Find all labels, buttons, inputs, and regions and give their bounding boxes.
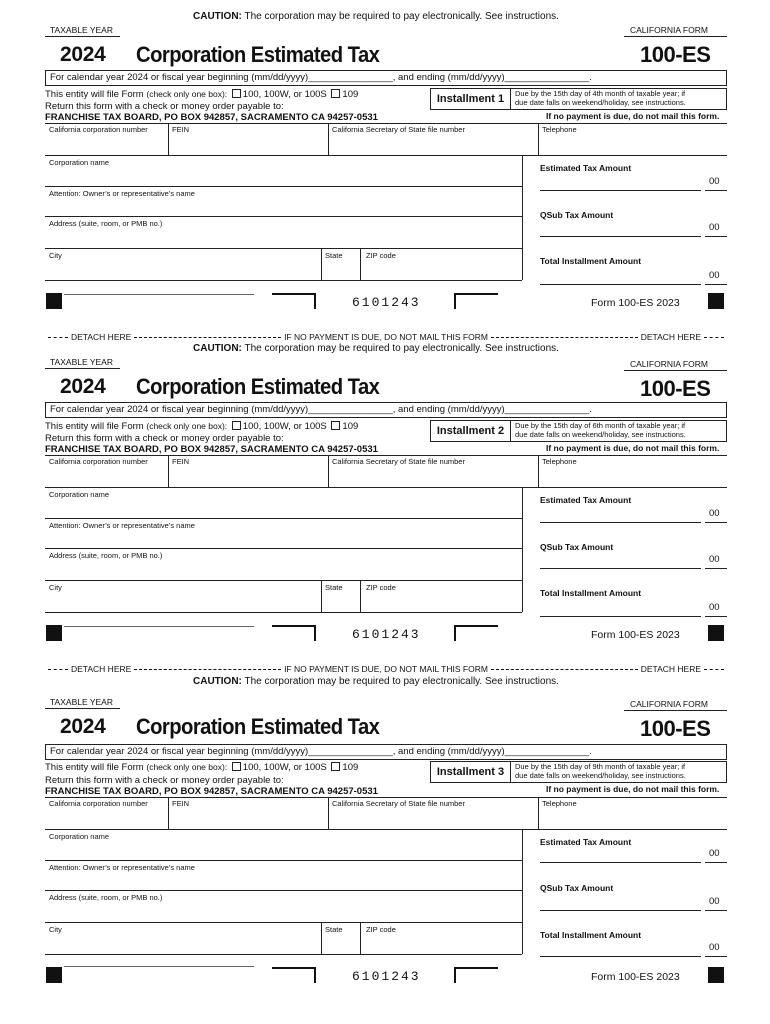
form-title: Corporation Estimated Tax: [136, 714, 380, 739]
ftb-address: FRANCHISE TAX BOARD, PO BOX 942857, SACRAMENTO CA 94257-0531: [45, 444, 378, 455]
checkbox-109[interactable]: [331, 762, 340, 771]
qsub-tax-label: QSub Tax Amount: [540, 883, 614, 893]
due-date-note-2: due date falls on weekend/holiday, see instructions.: [515, 98, 686, 107]
zip-field[interactable]: ZIP code: [366, 251, 396, 260]
fein-field[interactable]: FEIN: [172, 799, 190, 808]
form-barcode-number: 6101243: [352, 627, 421, 642]
due-date-note: Due by the 15th day of 4th month of taxable year; if: [515, 89, 686, 98]
form-barcode-number: 6101243: [352, 969, 421, 984]
qsub-tax-label: QSub Tax Amount: [540, 542, 614, 552]
registration-mark-left: [46, 625, 62, 641]
tax-year: 2024: [60, 715, 106, 738]
installment-label: Installment 1: [430, 88, 511, 110]
sos-file-number-field[interactable]: California Secretary of State file number: [332, 799, 465, 808]
sos-file-number-field[interactable]: California Secretary of State file number: [332, 125, 465, 134]
caution-line-3: CAUTION: The corporation may be required to pay electronically. See instructions.: [193, 676, 559, 687]
scan-bracket-right: [454, 625, 498, 641]
total-installment-amount-line[interactable]: [540, 284, 701, 285]
attention-field[interactable]: Attention: Owner’s or representative’s name: [49, 521, 195, 530]
estimated-tax-amount-line[interactable]: [540, 862, 701, 863]
taxable-year-label: TAXABLE YEAR: [50, 357, 113, 367]
corporation-name-field[interactable]: Corporation name: [49, 832, 110, 841]
return-line: Return this form with a check or money order payable to:: [45, 101, 284, 112]
state-field[interactable]: State: [325, 251, 343, 260]
taxable-year-label: TAXABLE YEAR: [50, 25, 113, 35]
estimated-tax-cents[interactable]: 00: [709, 848, 720, 859]
fein-field[interactable]: FEIN: [172, 457, 190, 466]
scan-bracket-right: [454, 967, 498, 983]
due-date-note-2: due date falls on weekend/holiday, see instructions.: [515, 771, 686, 780]
corporation-name-field[interactable]: Corporation name: [49, 158, 110, 167]
california-form-label: CALIFORNIA FORM: [630, 699, 708, 709]
form-title: Corporation Estimated Tax: [136, 42, 380, 67]
estimated-tax-label: Estimated Tax Amount: [540, 163, 632, 173]
voucher-1: [0, 22, 770, 322]
form-number: 100-ES: [640, 376, 711, 401]
fiscal-year-line[interactable]: For calendar year 2024 or fiscal year beginning (mm/dd/yyyy)________________, and ending (mm/dd/yyyy)________________.: [50, 72, 592, 83]
total-installment-label: Total Installment Amount: [540, 930, 642, 940]
estimated-tax-amount-line[interactable]: [540, 522, 701, 523]
qsub-tax-label: QSub Tax Amount: [540, 210, 614, 220]
address-field[interactable]: Address (suite, room, or PMB no.): [49, 893, 163, 902]
scan-bracket-left: [272, 625, 316, 641]
california-form-label: CALIFORNIA FORM: [630, 359, 708, 369]
form-number: 100-ES: [640, 716, 711, 741]
corporation-name-field[interactable]: Corporation name: [49, 490, 110, 499]
estimated-tax-amount-line[interactable]: [540, 190, 701, 191]
corp-number-field[interactable]: California corporation number: [49, 799, 148, 808]
entity-form-line: This entity will file Form (check only one box): 100, 100W, or 100S 109: [45, 421, 359, 432]
detach-line-2: DETACH HERE IF NO PAYMENT IS DUE, DO NOT MAIL THIS FORM DETACH HERE: [45, 664, 727, 674]
detach-line-1: DETACH HERE IF NO PAYMENT IS DUE, DO NOT MAIL THIS FORM DETACH HERE: [45, 332, 727, 342]
ftb-address: FRANCHISE TAX BOARD, PO BOX 942857, SACRAMENTO CA 94257-0531: [45, 112, 378, 123]
scan-bracket-left: [272, 967, 316, 983]
city-field[interactable]: City: [49, 925, 62, 934]
fiscal-year-line[interactable]: For calendar year 2024 or fiscal year beginning (mm/dd/yyyy)________________, and ending (mm/dd/yyyy)________________.: [50, 404, 592, 415]
total-installment-cents[interactable]: 00: [709, 942, 720, 953]
installment-label: Installment 2: [430, 420, 511, 442]
checkbox-109[interactable]: [331, 421, 340, 430]
fein-field[interactable]: FEIN: [172, 125, 190, 134]
total-installment-cents[interactable]: 00: [709, 602, 720, 613]
address-field[interactable]: Address (suite, room, or PMB no.): [49, 551, 163, 560]
zip-field[interactable]: ZIP code: [366, 925, 396, 934]
caution-line-1: CAUTION: The corporation may be required to pay electronically. See instructions.: [193, 11, 559, 22]
sos-file-number-field[interactable]: California Secretary of State file number: [332, 457, 465, 466]
qsub-tax-amount-line[interactable]: [540, 236, 701, 237]
state-field[interactable]: State: [325, 925, 343, 934]
installment-label: Installment 3: [430, 761, 511, 783]
city-field[interactable]: City: [49, 583, 62, 592]
registration-mark-right: [708, 293, 724, 309]
registration-mark-left: [46, 967, 62, 983]
scan-bracket-right: [454, 293, 498, 309]
tax-year: 2024: [60, 43, 106, 66]
estimated-tax-cents[interactable]: 00: [709, 176, 720, 187]
telephone-field[interactable]: Telephone: [542, 125, 577, 134]
return-line: Return this form with a check or money order payable to:: [45, 433, 284, 444]
estimated-tax-cents[interactable]: 00: [709, 508, 720, 519]
no-payment-note: If no payment is due, do not mail this form.: [546, 784, 720, 794]
registration-mark-left: [46, 293, 62, 309]
qsub-tax-amount-line[interactable]: [540, 568, 701, 569]
footer-form-id: Form 100-ES 2023: [591, 971, 680, 983]
entity-form-line: This entity will file Form (check only one box): 100, 100W, or 100S 109: [45, 762, 359, 773]
registration-mark-right: [708, 625, 724, 641]
registration-mark-right: [708, 967, 724, 983]
checkbox-100[interactable]: [232, 762, 241, 771]
form-number: 100-ES: [640, 42, 711, 67]
form-barcode-number: 6101243: [352, 295, 421, 310]
estimated-tax-label: Estimated Tax Amount: [540, 837, 632, 847]
due-date-note-2: due date falls on weekend/holiday, see instructions.: [515, 430, 686, 439]
checkbox-100[interactable]: [232, 421, 241, 430]
taxable-year-label: TAXABLE YEAR: [50, 697, 113, 707]
ftb-address: FRANCHISE TAX BOARD, PO BOX 942857, SACRAMENTO CA 94257-0531: [45, 786, 378, 797]
form-title: Corporation Estimated Tax: [136, 374, 380, 399]
telephone-field[interactable]: Telephone: [542, 457, 577, 466]
qsub-tax-amount-line[interactable]: [540, 910, 701, 911]
checkbox-100[interactable]: [232, 89, 241, 98]
fiscal-year-line[interactable]: For calendar year 2024 or fiscal year beginning (mm/dd/yyyy)________________, and ending (mm/dd/yyyy)________________.: [50, 746, 592, 757]
checkbox-109[interactable]: [331, 89, 340, 98]
footer-form-id: Form 100-ES 2023: [591, 297, 680, 309]
no-payment-note: If no payment is due, do not mail this form.: [546, 111, 720, 121]
corp-number-field[interactable]: California corporation number: [49, 125, 148, 134]
telephone-field[interactable]: Telephone: [542, 799, 577, 808]
attention-field[interactable]: Attention: Owner’s or representative’s name: [49, 189, 195, 198]
qsub-tax-cents[interactable]: 00: [709, 896, 720, 907]
attention-field[interactable]: Attention: Owner’s or representative’s name: [49, 863, 195, 872]
total-installment-label: Total Installment Amount: [540, 588, 642, 598]
due-date-note: Due by the 15th day of 6th month of taxable year; if: [515, 421, 686, 430]
voucher-2: [0, 354, 770, 654]
estimated-tax-label: Estimated Tax Amount: [540, 495, 632, 505]
total-installment-label: Total Installment Amount: [540, 256, 642, 266]
tax-year: 2024: [60, 375, 106, 398]
california-form-label: CALIFORNIA FORM: [630, 25, 708, 35]
footer-form-id: Form 100-ES 2023: [591, 629, 680, 641]
total-installment-amount-line[interactable]: [540, 616, 701, 617]
voucher-3: [0, 694, 770, 994]
entity-form-line: This entity will file Form (check only one box): 100, 100W, or 100S 109: [45, 89, 359, 100]
corp-number-field[interactable]: California corporation number: [49, 457, 148, 466]
return-line: Return this form with a check or money order payable to:: [45, 775, 284, 786]
due-date-note: Due by the 15th day of 9th month of taxable year; if: [515, 762, 686, 771]
caution-line-2: CAUTION: The corporation may be required to pay electronically. See instructions.: [193, 343, 559, 354]
total-installment-cents[interactable]: 00: [709, 270, 720, 281]
qsub-tax-cents[interactable]: 00: [709, 222, 720, 233]
address-field[interactable]: Address (suite, room, or PMB no.): [49, 219, 163, 228]
qsub-tax-cents[interactable]: 00: [709, 554, 720, 565]
no-payment-note: If no payment is due, do not mail this form.: [546, 443, 720, 453]
zip-field[interactable]: ZIP code: [366, 583, 396, 592]
total-installment-amount-line[interactable]: [540, 956, 701, 957]
city-field[interactable]: City: [49, 251, 62, 260]
scan-bracket-left: [272, 293, 316, 309]
state-field[interactable]: State: [325, 583, 343, 592]
